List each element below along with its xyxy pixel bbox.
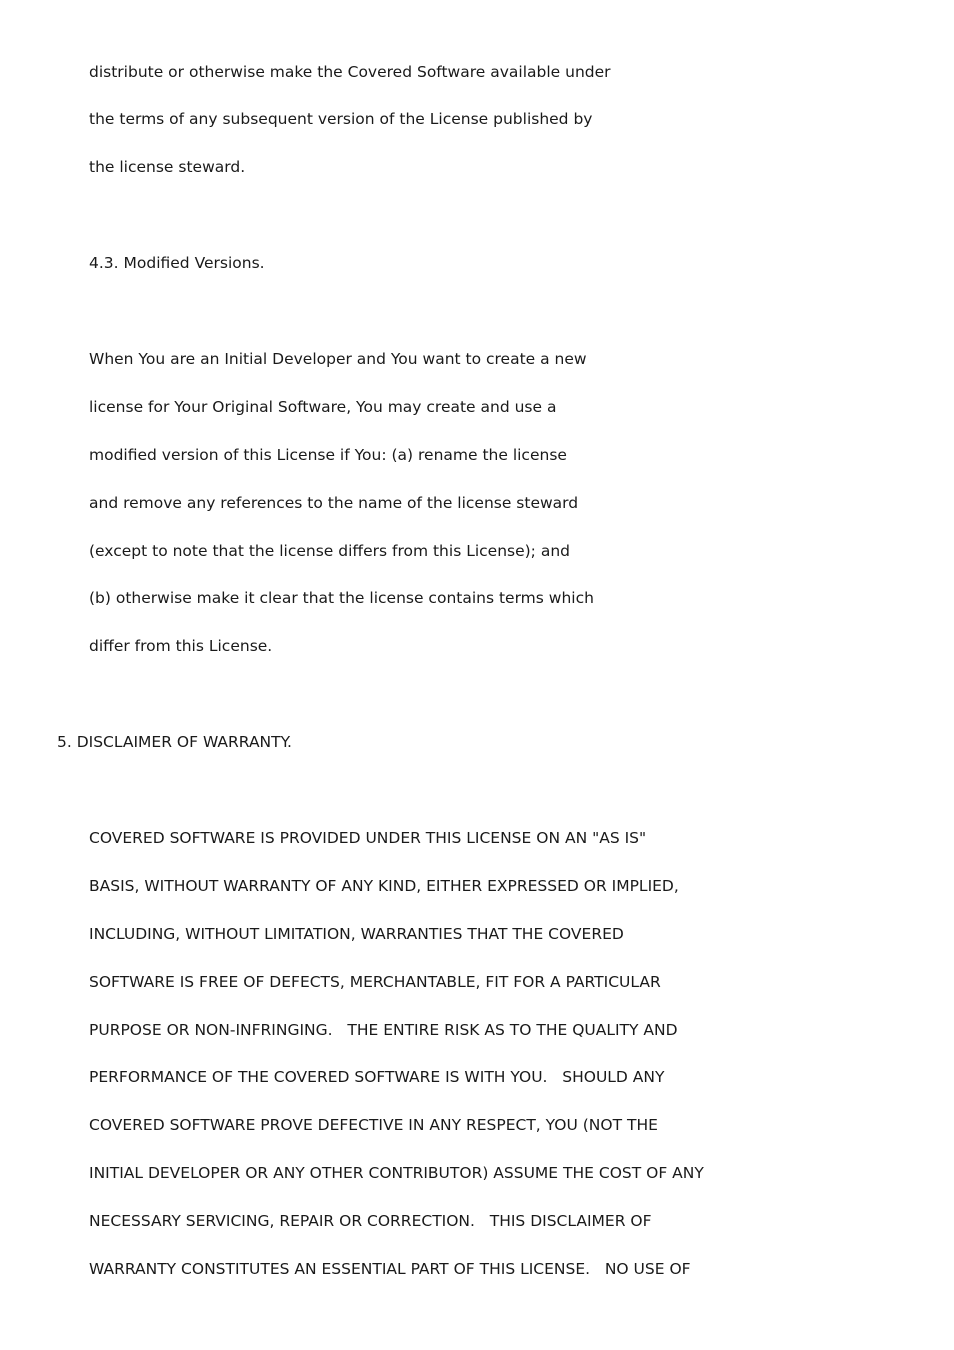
- paragraph-line: (except to note that the license differs from this License); and: [89, 542, 570, 560]
- paragraph-line: PERFORMANCE OF THE COVERED SOFTWARE IS WITH YOU. SHOULD ANY: [89, 1068, 665, 1086]
- paragraph-line: the license steward.: [89, 158, 246, 176]
- paragraph-line: When You are an Initial Developer and You want to create a new: [89, 350, 587, 368]
- paragraph-line: (b) otherwise make it clear that the license contains terms which: [89, 589, 594, 607]
- paragraph-line: PURPOSE OR NON-INFRINGING. THE ENTIRE RISK AS TO THE QUALITY AND: [89, 1021, 678, 1039]
- paragraph-line: WARRANTY CONSTITUTES AN ESSENTIAL PART OF THIS LICENSE. NO USE OF: [89, 1260, 691, 1278]
- paragraph-line: and remove any references to the name of the license steward: [89, 494, 579, 512]
- paragraph-line: BASIS, WITHOUT WARRANTY OF ANY KIND, EITHER EXPRESSED OR IMPLIED,: [89, 877, 679, 895]
- subsection-heading: 4.3. Modified Versions.: [89, 254, 265, 272]
- paragraph-line: COVERED SOFTWARE PROVE DEFECTIVE IN ANY RESPECT, YOU (NOT THE: [89, 1116, 658, 1134]
- paragraph-line: license for Your Original Software, You may create and use a: [89, 398, 557, 416]
- paragraph-line: INCLUDING, WITHOUT LIMITATION, WARRANTIES THAT THE COVERED: [89, 925, 624, 943]
- paragraph-line: INITIAL DEVELOPER OR ANY OTHER CONTRIBUTOR) ASSUME THE COST OF ANY: [89, 1164, 704, 1182]
- paragraph-line: differ from this License.: [89, 637, 273, 655]
- paragraph-line: distribute or otherwise make the Covered Software available under: [89, 63, 611, 81]
- paragraph-line: modified version of this License if You: (a) rename the license: [89, 446, 567, 464]
- paragraph-line: COVERED SOFTWARE IS PROVIDED UNDER THIS LICENSE ON AN "AS IS": [89, 829, 647, 847]
- paragraph-line: the terms of any subsequent version of the License published by: [89, 110, 593, 128]
- paragraph-line: SOFTWARE IS FREE OF DEFECTS, MERCHANTABLE, FIT FOR A PARTICULAR: [89, 973, 661, 991]
- section-heading: 5. DISCLAIMER OF WARRANTY.: [57, 733, 292, 751]
- paragraph-line: NECESSARY SERVICING, REPAIR OR CORRECTION. THIS DISCLAIMER OF: [89, 1212, 652, 1230]
